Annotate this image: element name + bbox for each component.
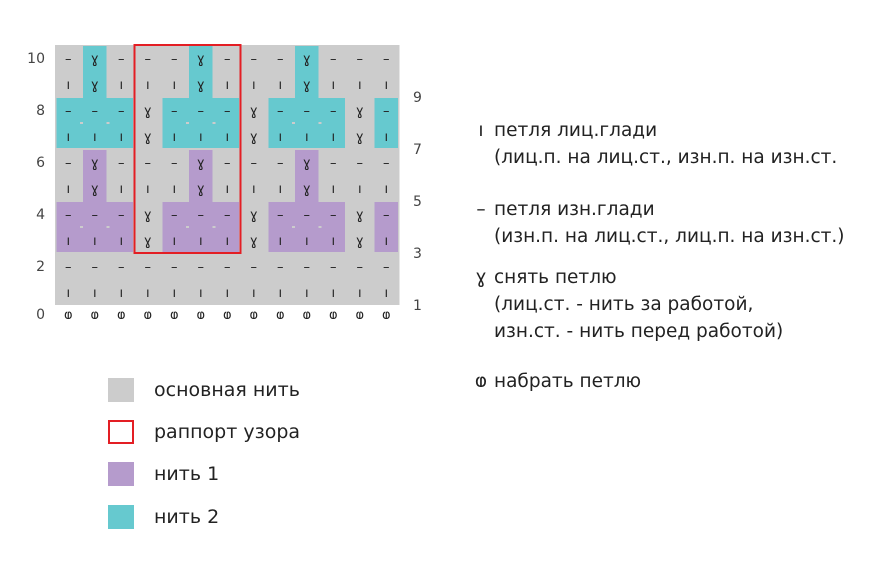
chart-stitch-symbol: – [383, 208, 390, 223]
key-knit-note: (лиц.п. на лиц.ст., изн.п. на изн.ст. [494, 147, 838, 168]
chart-stitch-symbol: ı [384, 286, 389, 301]
chart-cell-color [318, 98, 322, 122]
row-number-left: 6 [36, 155, 45, 171]
chart-stitch-symbol: – [197, 208, 204, 223]
chart-stitch-symbol: ɣ [90, 52, 99, 67]
chart-stitch-symbol: – [171, 104, 178, 119]
chart-cell-color [186, 124, 190, 148]
chart-stitch-symbol: ı [251, 182, 256, 197]
chart-stitch-symbol: ı [331, 130, 336, 145]
chart-stitch-symbol: ı [225, 130, 230, 145]
chart-stitch-symbol: ɣ [302, 78, 311, 93]
chart-stitch-symbol: – [91, 208, 98, 223]
legend-yarn-2 [108, 504, 220, 530]
chart-stitch-symbol: – [356, 260, 363, 275]
row-number-right: 3 [413, 246, 422, 262]
chart-stitch-symbol: ı [278, 78, 283, 93]
chart-stitch-symbol: ı [251, 286, 256, 301]
cast-on-symbol: ⱷ [222, 308, 232, 323]
chart-stitch-symbol: ı [145, 182, 150, 197]
chart-stitch-symbol: – [65, 52, 72, 67]
chart-stitch-symbol: ı [331, 234, 336, 249]
chart-cell-color [186, 98, 190, 122]
chart-stitch-symbol: ı [225, 286, 230, 301]
chart-cell-color [292, 228, 296, 252]
repeat-swatch [108, 420, 134, 444]
chart-cell-color [80, 124, 84, 148]
legend-main-yarn-label: основная нить [154, 379, 300, 401]
chart-stitch-symbol: ı [331, 182, 336, 197]
chart-cell-color [80, 228, 84, 252]
chart-stitch-symbol: ı [198, 130, 203, 145]
main-yarn-swatch [108, 378, 134, 402]
row-number-left: 2 [36, 259, 45, 275]
chart-stitch-symbol: ı [92, 130, 97, 145]
chart-stitch-symbol: ı [384, 78, 389, 93]
chart-stitch-symbol: – [224, 260, 231, 275]
chart-stitch-symbol: ı [172, 234, 177, 249]
chart-stitch-symbol: – [144, 260, 151, 275]
chart-stitch-symbol: ı [66, 286, 71, 301]
row-number-right: 1 [413, 298, 422, 314]
chart-stitch-symbol: – [171, 208, 178, 223]
cast-on-symbol: ⱷ [63, 308, 73, 323]
chart-cell-color [106, 124, 110, 148]
chart-stitch-symbol: – [383, 104, 390, 119]
chart-stitch-symbol: ɣ [90, 78, 99, 93]
knit-stitch-icon: ı [478, 120, 484, 141]
chart-stitch-symbol: ı [172, 78, 177, 93]
chart-stitch-symbol: – [277, 104, 284, 119]
cast-on-symbol: ⱷ [381, 308, 391, 323]
chart-stitch-symbol: – [197, 104, 204, 119]
chart-cell-color [292, 98, 296, 122]
legend-yarn-1-label: нить 1 [154, 463, 220, 485]
chart-stitch-symbol: ı [278, 286, 283, 301]
chart-stitch-symbol: ı [384, 234, 389, 249]
chart-stitch-symbol: – [118, 260, 125, 275]
chart-stitch-symbol: ı [225, 234, 230, 249]
chart-stitch-symbol: ı [198, 234, 203, 249]
chart-stitch-symbol: ɣ [249, 130, 258, 145]
chart-stitch-symbol: – [65, 104, 72, 119]
chart-stitch-symbol: – [277, 208, 284, 223]
chart-stitch-symbol: – [383, 52, 390, 67]
chart-stitch-symbol: ı [384, 130, 389, 145]
chart-cell-color [212, 202, 216, 226]
chart-stitch-symbol: – [224, 104, 231, 119]
chart-stitch-symbol: ı [331, 286, 336, 301]
chart-stitch-symbol: ı [304, 130, 309, 145]
chart-stitch-symbol: – [65, 156, 72, 171]
legend-repeat [108, 419, 301, 445]
chart-stitch-symbol: ı [66, 234, 71, 249]
cast-on-symbol: ⱷ [302, 308, 312, 323]
legend-main-yarn [108, 377, 300, 403]
chart-cell-color [212, 124, 216, 148]
chart-stitch-symbol: ı [145, 78, 150, 93]
chart-stitch-symbol: – [303, 104, 310, 119]
chart-stitch-symbol: ı [384, 182, 389, 197]
chart-stitch-symbol: ɣ [249, 104, 258, 119]
chart-stitch-symbol: – [277, 260, 284, 275]
chart-stitch-symbol: ɣ [90, 182, 99, 197]
chart-stitch-symbol: ɣ [143, 104, 152, 119]
slip-stitch-icon: ɣ [475, 267, 487, 288]
key-slip-title: снять петлю [494, 267, 617, 288]
chart-stitch-symbol: ı [304, 286, 309, 301]
chart-stitch-symbol: – [91, 260, 98, 275]
row-number-right: 5 [413, 194, 422, 210]
yarn-1-swatch [108, 462, 134, 486]
chart-stitch-symbol: ɣ [355, 130, 364, 145]
row-number-left: 4 [36, 207, 45, 223]
chart-stitch-symbol: – [144, 156, 151, 171]
chart-stitch-symbol: – [330, 52, 337, 67]
cast-on-symbol: ⱷ [143, 308, 153, 323]
chart-cell-color [80, 202, 84, 226]
chart-stitch-symbol: ı [357, 78, 362, 93]
key-knit-title: петля лиц.глади [494, 120, 658, 141]
chart-stitch-symbol: ɣ [143, 208, 152, 223]
purl-stitch-icon: – [476, 199, 486, 220]
chart-stitch-symbol: ı [119, 78, 124, 93]
row-number-left: 8 [36, 103, 45, 119]
chart-stitch-symbol: ɣ [196, 52, 205, 67]
chart-stitch-symbol: ı [172, 130, 177, 145]
chart-stitch-symbol: – [118, 52, 125, 67]
chart-stitch-symbol: – [171, 156, 178, 171]
chart-cell-color [318, 202, 322, 226]
cast-on-symbol: ⱷ [196, 308, 206, 323]
key-purl-note: (изн.п. на лиц.ст., лиц.п. на изн.ст.) [494, 226, 845, 247]
yarn-2-swatch [108, 505, 134, 529]
row-number-right: 7 [413, 142, 422, 158]
cast-on-symbol: ⱷ [116, 308, 126, 323]
chart-stitch-symbol: – [330, 156, 337, 171]
key-purl-title: петля изн.глади [494, 199, 655, 220]
chart-stitch-symbol: – [330, 208, 337, 223]
chart-stitch-symbol: ı [357, 182, 362, 197]
key-cast-on [468, 368, 641, 395]
chart-stitch-symbol: ı [66, 130, 71, 145]
chart-stitch-symbol: ɣ [355, 104, 364, 119]
chart-stitch-symbol: ɣ [302, 52, 311, 67]
chart-stitch-symbol: – [91, 104, 98, 119]
key-slip-stitch [468, 264, 783, 345]
chart-cell-color [186, 202, 190, 226]
cast-on-symbol: ⱷ [328, 308, 338, 323]
chart-stitch-symbol: ı [145, 286, 150, 301]
chart-stitch-symbol: ı [304, 234, 309, 249]
chart-stitch-symbol: – [197, 260, 204, 275]
cast-on-symbol: ⱷ [249, 308, 259, 323]
chart-stitch-symbol: – [171, 52, 178, 67]
chart-cell-color [186, 228, 190, 252]
chart-stitch-symbol: – [224, 156, 231, 171]
chart-stitch-symbol: – [118, 104, 125, 119]
row-number-right: 9 [413, 90, 422, 106]
chart-stitch-symbol: ı [198, 286, 203, 301]
key-slip-note-1: (лиц.ст. - нить за работой, [494, 294, 754, 315]
key-cast-on-title: набрать петлю [494, 371, 642, 392]
chart-stitch-symbol: ı [278, 182, 283, 197]
chart-stitch-symbol: ɣ [196, 182, 205, 197]
chart-cell-color [318, 124, 322, 148]
chart-stitch-symbol: ı [119, 286, 124, 301]
chart-stitch-symbol: – [330, 260, 337, 275]
chart-stitch-symbol: – [224, 208, 231, 223]
chart-stitch-symbol: – [277, 156, 284, 171]
chart-stitch-symbol: ɣ [249, 234, 258, 249]
chart-cell-color [106, 228, 110, 252]
chart-stitch-symbol: – [144, 52, 151, 67]
chart-cell-color [106, 98, 110, 122]
chart-stitch-symbol: – [303, 260, 310, 275]
chart-cell-color [212, 228, 216, 252]
chart-stitch-symbol: ı [225, 182, 230, 197]
chart-stitch-symbol: – [303, 208, 310, 223]
chart-stitch-symbol: ı [66, 78, 71, 93]
cast-on-symbol: ⱷ [169, 308, 179, 323]
chart-stitch-symbol: – [383, 260, 390, 275]
chart-stitch-symbol: – [118, 208, 125, 223]
chart-cell-color [292, 124, 296, 148]
chart-stitch-symbol: – [277, 52, 284, 67]
legend-yarn-1 [108, 461, 220, 487]
chart-stitch-symbol: ı [278, 130, 283, 145]
chart-stitch-symbol: – [356, 156, 363, 171]
chart-stitch-symbol: ɣ [196, 156, 205, 171]
chart-stitch-symbol: – [250, 156, 257, 171]
chart-stitch-symbol: – [250, 52, 257, 67]
chart-stitch-symbol: ı [225, 78, 230, 93]
chart-stitch-symbol: ı [119, 130, 124, 145]
chart-stitch-symbol: – [171, 260, 178, 275]
key-knit-stitch [468, 117, 837, 171]
chart-stitch-symbol: – [383, 156, 390, 171]
chart-stitch-symbol: – [330, 104, 337, 119]
chart-stitch-symbol: ɣ [302, 156, 311, 171]
chart-cell-color [106, 202, 110, 226]
legend-repeat-label: раппорт узора [154, 421, 301, 443]
chart-stitch-symbol: – [118, 156, 125, 171]
cast-on-icon: ⱷ [474, 371, 488, 392]
chart-cell-color [318, 228, 322, 252]
chart-stitch-symbol: – [356, 52, 363, 67]
cast-on-symbol: ⱷ [90, 308, 100, 323]
chart-stitch-symbol: ɣ [196, 78, 205, 93]
chart-stitch-symbol: ɣ [302, 182, 311, 197]
chart-stitch-symbol: ɣ [90, 156, 99, 171]
chart-stitch-symbol: – [224, 52, 231, 67]
chart-stitch-symbol: ı [331, 78, 336, 93]
cast-on-symbol: ⱷ [355, 308, 365, 323]
chart-stitch-symbol: ɣ [249, 208, 258, 223]
chart-cell-color [212, 98, 216, 122]
chart-stitch-symbol: ɣ [355, 208, 364, 223]
legend-yarn-2-label: нить 2 [154, 506, 220, 528]
chart-stitch-symbol: ɣ [143, 130, 152, 145]
chart-stitch-symbol: ɣ [355, 234, 364, 249]
chart-stitch-symbol: ı [92, 234, 97, 249]
cast-on-symbol: ⱷ [275, 308, 285, 323]
chart-stitch-symbol: ı [357, 286, 362, 301]
chart-stitch-symbol: ı [119, 182, 124, 197]
key-slip-note-2: изн.ст. - нить перед работой) [494, 321, 784, 342]
chart-stitch-symbol: ı [251, 78, 256, 93]
chart-stitch-symbol: ı [172, 182, 177, 197]
chart-stitch-symbol: ı [92, 286, 97, 301]
chart-stitch-symbol: – [250, 260, 257, 275]
chart-stitch-symbol: ı [66, 182, 71, 197]
key-purl-stitch [468, 196, 845, 250]
row-number-left: 0 [36, 307, 45, 323]
chart-stitch-symbol: – [65, 208, 72, 223]
chart-stitch-symbol: ı [172, 286, 177, 301]
chart-stitch-symbol: ı [278, 234, 283, 249]
chart-stitch-symbol: ı [119, 234, 124, 249]
chart-stitch-symbol: ɣ [143, 234, 152, 249]
chart-cell-color [80, 98, 84, 122]
chart-cell-color [292, 202, 296, 226]
chart-stitch-symbol: – [65, 260, 72, 275]
row-number-left: 10 [27, 51, 45, 67]
